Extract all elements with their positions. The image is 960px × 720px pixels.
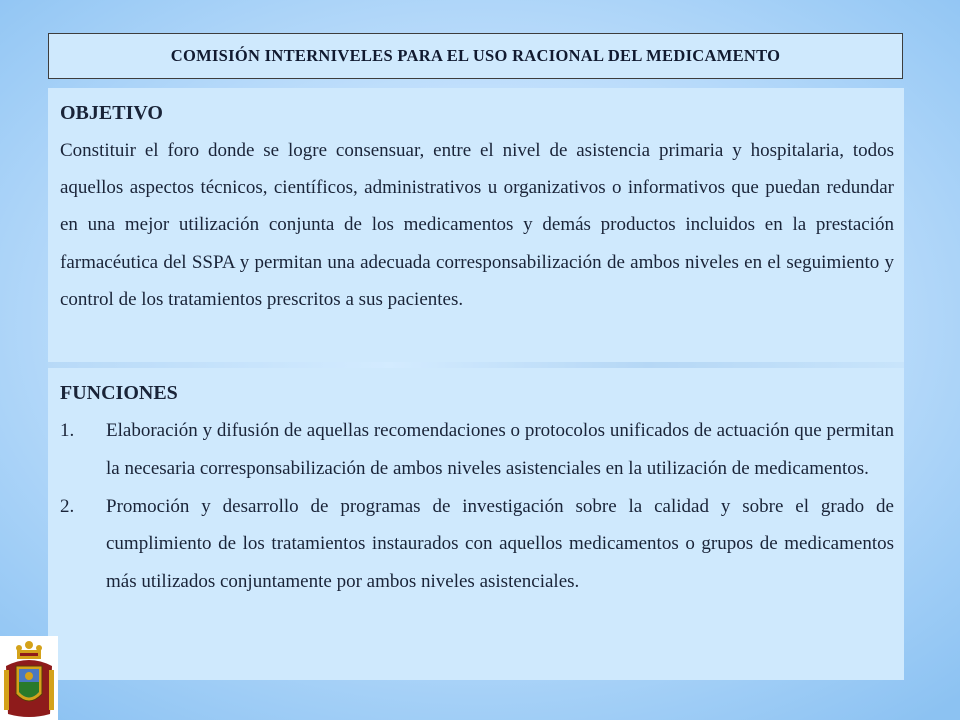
list-item-text: Elaboración y difusión de aquellas recomendaciones o protocolos unificados de actuación que permitan la necesaria corresponsabilización de ambos niveles asistenciales en la utilización de medicamentos.	[106, 420, 894, 479]
funciones-panel	[48, 368, 904, 680]
coat-of-arms-icon	[0, 636, 58, 720]
list-item	[60, 412, 894, 488]
list-item	[60, 488, 894, 601]
coat-of-arms-graphic	[0, 636, 58, 720]
objetivo-heading: OBJETIVO	[60, 102, 163, 124]
list-item-number: 1.	[60, 420, 75, 441]
list-item-text: Promoción y desarrollo de programas de investigación sobre la calidad y sobre el grado de cumplimiento de los tratamientos instaurados con aquellos medicamentos o grupos de medicamentos más utilizados conjuntamente por ambos niveles asistenciales.	[106, 495, 894, 593]
objetivo-text: Constituir el foro donde se logre consensuar, entre el nivel de asistencia primaria y hospitalaria, todos aquellos aspectos técnicos, científicos, administrativos u organizativos o informativos que puedan redundar en una mejor utilización conjunta de los medicamentos y demás productos incluidos en la prestación farmacéutica del SSPA y permitan una adecuada corresponsabilización de ambos niveles en el seguimiento y control de los tratamientos prescritos a sus pacientes.	[60, 140, 894, 310]
funciones-heading: FUNCIONES	[60, 382, 178, 404]
slide-title-text: COMISIÓN INTERNIVELES PARA EL USO RACIONAL DEL MEDICAMENTO	[170, 46, 781, 65]
list-item-number: 2.	[60, 495, 75, 517]
slide-title	[48, 33, 903, 79]
objetivo-panel	[48, 88, 904, 362]
